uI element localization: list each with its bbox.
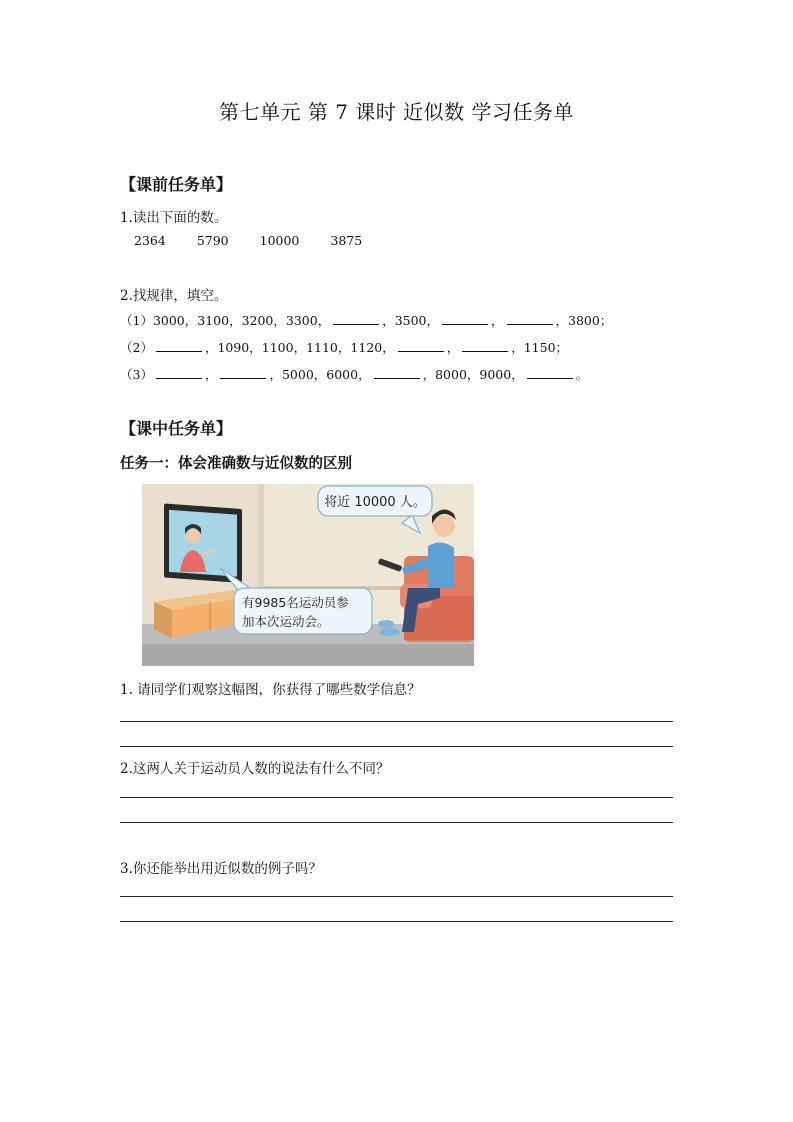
answer-line[interactable] [120,822,673,823]
fill-blank[interactable] [462,340,508,352]
tv-viewer-illustration [142,484,474,666]
question-examples: 3.你还能举出用近似数的例子吗？ [120,861,322,877]
pattern-row-1 [120,311,612,329]
row-text: ，1090，1100，1110，1120， [204,340,395,355]
row-text: ，3500， [382,313,440,328]
fill-blank[interactable] [333,313,379,325]
row-text: ， [446,340,460,355]
row-text: ， [491,313,504,328]
pattern-row-2 [120,338,568,356]
question-observe: 1. 请同学们观察这幅图，你获得了哪些数学信息？ [120,682,421,698]
in-class-heading: 【课中任务单】 [120,419,233,438]
answer-line[interactable] [120,721,673,722]
pre-class-heading: 【课前任务单】 [120,175,233,194]
bubble-tv-line-2: 加本次运动会。 [242,614,330,629]
fill-blank[interactable] [374,367,420,379]
answer-line[interactable] [120,746,673,747]
fill-blank[interactable] [220,367,266,379]
row-label: （1） [120,313,153,328]
task-1-title: 任务一：体会准确数与近似数的区别 [120,455,352,472]
row-label: （2） [120,340,153,355]
fill-blank[interactable] [507,313,553,325]
bubble-tv-line-1: 有9985名运动员参 [242,595,349,610]
number-item: 10000 [259,233,300,248]
row-label: （3） [120,367,153,382]
number-item: 2364 [134,233,166,248]
fill-blank[interactable] [156,340,202,352]
question-difference: 2.这两人关于运动员人数的说法有什么不同？ [120,761,390,777]
number-item: 5790 [196,233,229,248]
pattern-row-3 [120,365,588,383]
row-text: ，5000，6000， [269,367,371,382]
row-text: ，1150； [511,340,569,355]
answer-line[interactable] [120,921,673,922]
tv-screen [164,504,242,583]
answer-line[interactable] [120,896,673,897]
row-text: 3000，3100，3200，3300， [152,313,331,328]
row-text: ，8000，9000， [422,367,524,382]
answer-line[interactable] [120,797,673,798]
number-item: 3875 [330,233,363,248]
row-text: ，3800； [555,313,613,328]
bubble-man-text: 将近 10000 人。 [324,495,426,510]
page-title: 第七单元 第 7 课时 近似数 学习任务单 [218,100,574,124]
row-text: 。 [575,367,589,382]
question-2-text: 2.找规律，填空。 [120,288,228,304]
fill-blank[interactable] [398,340,444,352]
row-text: ， [204,367,218,382]
question-1-text: 1.读出下面的数。 [120,210,228,226]
fill-blank[interactable] [156,367,202,379]
fill-blank[interactable] [527,367,573,379]
number-list [134,233,393,248]
fill-blank[interactable] [442,313,488,325]
